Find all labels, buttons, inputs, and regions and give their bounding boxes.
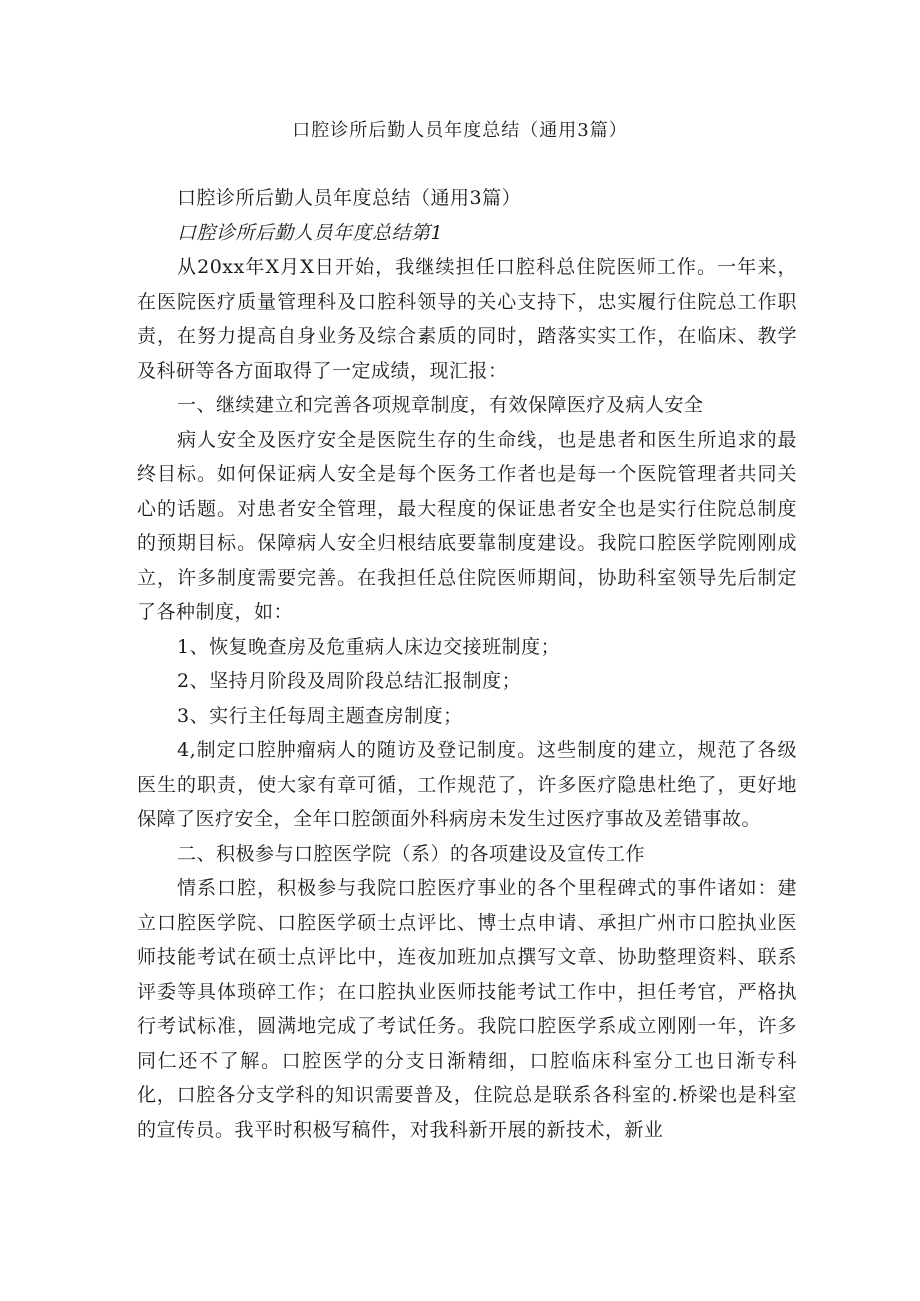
list-item-4: 4,制定口腔肿瘤病人的随访及登记制度。这些制度的建立，规范了各级医生的职责，使大家有章可循，工作规范了，许多医疗隐患杜绝了，更好地保障了医疗安全，全年口腔颌面外科病房未发生过医疗事故及差错事故。	[137, 739, 797, 830]
body-heading: 口腔诊所后勤人员年度总结（通用3篇）	[177, 187, 522, 209]
section-heading-2: 二、积极参与口腔医学院（系）的各项建设及宣传工作	[177, 842, 646, 865]
intro-paragraph: 从20xx年X月X日开始，我继续担任口腔科总住院医师工作。一年来，在医院医疗质量管理科及口腔科领导的关心支持下，忠实履行住院总工作职责，在努力提高自身业务及综合素质的同时，踏落实实工作，在临床、教学及科研等各方面取得了一定成绩，现汇报：	[137, 256, 797, 382]
section-subtitle: 口腔诊所后勤人员年度总结第1	[177, 221, 444, 244]
document-title: 口腔诊所后勤人员年度总结（通用3篇）	[292, 120, 628, 141]
list-item-1: 1、恢复晚查房及危重病人床边交接班制度；	[177, 635, 561, 658]
paragraph-safety: 病人安全及医疗安全是医院生存的生命线，也是患者和医生所追求的最终目标。如何保证病人安全是每个医务工作者也是每一个医院管理者共同关心的话题。对患者安全管理，最大程度的保证患者安全也是实行住院总制度的预期目标。保障病人安全归根结底要靠制度建设。我院口腔医学院刚刚成立，许多制度需要完善。在我担任总住院医师期间，协助科室领导先后制定了各种制度，如：	[137, 428, 797, 623]
paragraph-promotion: 情系口腔，积极参与我院口腔医疗事业的各个里程碑式的事件诸如：建立口腔医学院、口腔医学硕士点评比、博士点申请、承担广州市口腔执业医师技能考试在硕士点评比中，连夜加班加点撰写文章、协助整理资料、联系评委等具体琐碎工作；在口腔执业医师技能考试工作中，担任考官，严格执行考试标准，圆满地完成了考试任务。我院口腔医学系成立刚刚一年，许多同仁还不了解。口腔医学的分支日渐精细，口腔临床科室分工也日渐专科化，口腔各分支学科的知识需要普及，住院总是联系各科室的.桥梁也是科室的宣传员。我平时积极写稿件，对我科新开展的新技术，新业	[137, 877, 797, 1141]
document-body	[137, 181, 797, 1147]
section-heading-1: 一、继续建立和完善各项规章制度，有效保障医疗及病人安全	[177, 394, 704, 416]
list-item-3: 3、实行主任每周主题查房制度；	[177, 704, 463, 727]
list-item-2: 2、坚持月阶段及周阶段总结汇报制度；	[177, 670, 522, 692]
